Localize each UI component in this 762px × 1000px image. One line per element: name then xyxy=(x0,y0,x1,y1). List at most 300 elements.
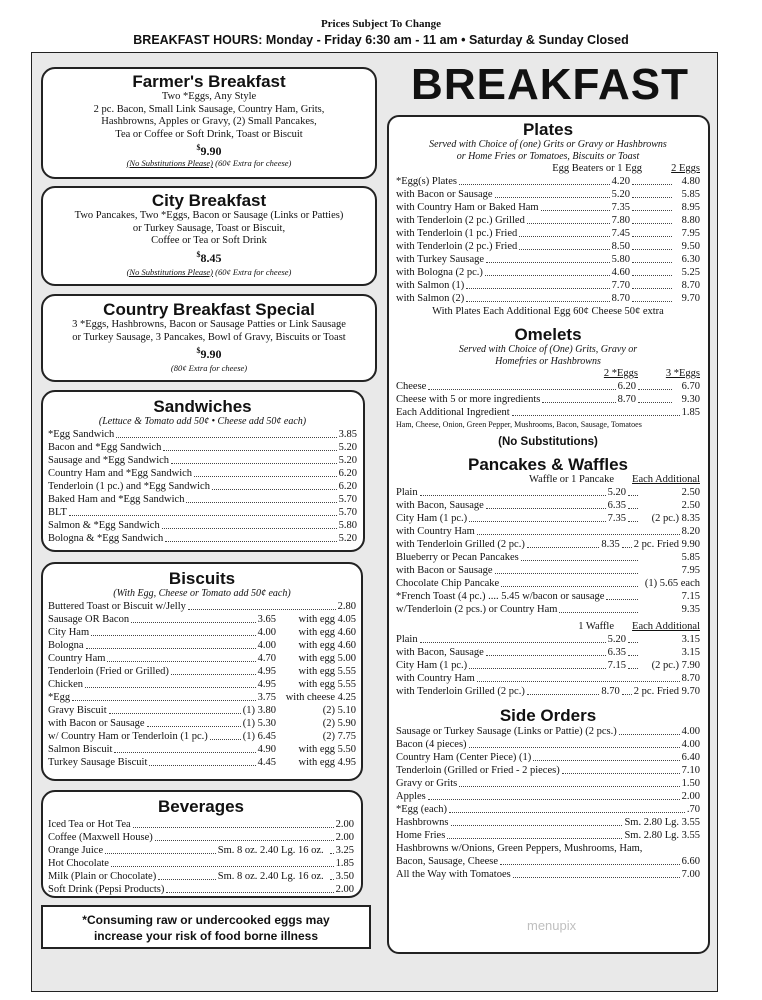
price-one: 7.15 xyxy=(607,660,626,671)
leader-dots xyxy=(559,612,638,613)
leader-dots xyxy=(428,389,615,390)
item-price: 4.45 xyxy=(257,757,276,768)
watermark: menupix xyxy=(527,918,577,933)
leader-dots xyxy=(638,389,672,390)
country-breakfast-title: Country Breakfast Special xyxy=(103,300,315,319)
leader-dots xyxy=(495,573,638,574)
omelets-title: Omelets xyxy=(514,325,582,344)
item-name: Bacon and *Egg Sandwich xyxy=(48,442,162,453)
price-two: 8.80 xyxy=(681,215,700,226)
plates-column-header xyxy=(396,163,700,175)
leader-dots xyxy=(628,668,638,669)
leader-dots xyxy=(155,840,334,841)
description-line: or Turkey Sausage, Toast or Biscuit, xyxy=(132,222,286,234)
leader-dots xyxy=(632,210,672,211)
leader-dots xyxy=(477,681,680,682)
item-name: with Bacon or Sausage xyxy=(48,718,145,729)
omelets-note: Homefries or Hashbrowns xyxy=(495,356,601,367)
price-two: 3.15 xyxy=(681,634,700,645)
price-one: 6.20 xyxy=(617,381,636,392)
leader-dots xyxy=(500,864,680,865)
menu-row xyxy=(396,816,700,829)
plates-note: or Home Fries or Tomatoes, Biscuits or Toast xyxy=(456,151,640,162)
item-price: 6.40 xyxy=(681,752,700,763)
country-breakfast-note: (80¢ Extra for cheese) xyxy=(170,363,248,373)
price-one: 5.20 xyxy=(607,634,626,645)
item-price: 4.95 xyxy=(257,679,276,690)
leader-dots xyxy=(466,301,609,302)
menu-row xyxy=(396,188,700,201)
sandwiches-title: Sandwiches xyxy=(153,397,252,416)
menu-row xyxy=(396,538,700,551)
right-menu-box xyxy=(387,115,710,954)
leader-dots xyxy=(105,853,216,854)
leader-dots xyxy=(542,402,615,403)
item-option: with egg 4.95 xyxy=(298,757,356,768)
menu-row xyxy=(48,743,356,756)
leader-dots xyxy=(133,827,334,828)
description-line: Tea or Coffee or Soft Drink, Toast or Biscuit xyxy=(115,128,303,140)
country-breakfast-price: $9.90 xyxy=(196,346,222,361)
menu-row xyxy=(396,633,700,646)
price-two: 9.35 xyxy=(681,604,700,615)
price-one: 7.35 xyxy=(607,513,626,524)
item-name: Salmon Biscuit xyxy=(48,744,113,755)
item-price: 7.10 xyxy=(681,765,700,776)
menu-row xyxy=(396,842,700,855)
beverages-list xyxy=(48,818,354,896)
price-one: 7.45 xyxy=(611,228,630,239)
leader-dots xyxy=(632,236,672,237)
omelets-column-header xyxy=(396,368,700,380)
leader-dots xyxy=(527,223,610,224)
pancakes-column-header xyxy=(396,474,700,486)
description-line: Coffee or Tea or Soft Drink xyxy=(151,235,267,246)
price-one: 8.70 xyxy=(681,673,700,684)
item-name: with Country Ham xyxy=(396,673,475,684)
description-line: or Turkey Sausage, 3 Pancakes, Bowl of Gravy, Biscuits or Toast xyxy=(72,331,346,343)
column-label: Each Additional xyxy=(632,474,700,485)
price-two: 5.85 xyxy=(681,552,700,563)
column-label: 2 Eggs xyxy=(671,163,700,174)
item-price: 4.90 xyxy=(257,744,276,755)
item-price: 7.00 xyxy=(681,869,700,880)
price-two: 5.85 xyxy=(681,189,700,200)
item-name: with Tenderloin (1 pc.) Fried xyxy=(396,228,518,239)
menu-row xyxy=(48,506,357,519)
item-price: 3.25 xyxy=(335,845,354,856)
item-option: with egg 5.55 xyxy=(298,679,356,690)
farmers-breakfast-price: $9.90 xyxy=(196,143,222,158)
beverages-box xyxy=(41,790,363,898)
price-one: 8.50 xyxy=(611,241,630,252)
item-name: *Egg Sandwich xyxy=(48,429,115,440)
item-name: Bologna & *Egg Sandwich xyxy=(48,533,164,544)
leader-dots xyxy=(210,739,241,740)
price-two: 7.95 xyxy=(681,565,700,576)
item-name: Apples xyxy=(396,791,426,802)
leader-dots xyxy=(519,249,609,250)
item-name: Plain xyxy=(396,634,418,645)
item-name: Country Ham and *Egg Sandwich xyxy=(48,468,193,479)
leader-dots xyxy=(501,586,638,587)
item-price: 4.00 xyxy=(257,640,276,651)
item-name: All the Way with Tomatoes xyxy=(396,869,511,880)
price-one: 5.20 xyxy=(611,189,630,200)
item-price: 6.20 xyxy=(338,481,357,492)
item-option: with egg 4.60 xyxy=(298,627,356,638)
leader-dots xyxy=(85,687,256,688)
beverages-title: Beverages xyxy=(157,797,244,816)
menu-row xyxy=(48,639,356,652)
item-price: Sm. 2.80 Lg. 3.55 xyxy=(624,817,700,828)
leader-dots xyxy=(628,508,638,509)
menu-row xyxy=(396,564,700,577)
item-name: Orange Juice xyxy=(48,845,104,856)
item-name: Chicken xyxy=(48,679,83,690)
price-one: 8.70 xyxy=(611,293,630,304)
leader-dots xyxy=(622,694,632,695)
menu-row xyxy=(396,803,700,816)
city-breakfast-price: $8.45 xyxy=(196,249,222,265)
price-two: (2 pc.) 8.35 xyxy=(651,513,700,524)
price-two: 3.15 xyxy=(681,647,700,658)
price-one: 5.20 xyxy=(607,487,626,498)
item-name: with Country Ham or Baked Ham xyxy=(396,202,539,213)
price-two: 8.70 xyxy=(681,280,700,291)
description-line: Two *Eggs, Any Style xyxy=(161,91,257,102)
item-name: Country Ham (Center Piece) (1) xyxy=(396,752,532,763)
description-line: 2 pc. Bacon, Small Link Sausage, Country Ham, Grits, xyxy=(93,103,325,115)
description-line: 3 *Eggs, Hashbrowns, Bacon or Sausage Patties or Link Sausage xyxy=(72,319,346,330)
item-name: Chocolate Chip Pancake xyxy=(396,578,500,589)
price-two: 2.50 xyxy=(681,487,700,498)
menu-row xyxy=(48,467,357,480)
item-option: with egg 5.00 xyxy=(298,653,356,664)
item-name: Soft Drink (Pepsi Products) xyxy=(48,884,165,895)
price-two: 9.70 xyxy=(681,293,700,304)
pancakes-title: Pancakes & Waffles xyxy=(468,455,628,474)
leader-dots xyxy=(131,622,256,623)
leader-dots xyxy=(632,288,672,289)
plates-footer: With Plates Each Additional Egg 60¢ Cheese 50¢ extra xyxy=(432,306,664,317)
leader-dots xyxy=(562,773,680,774)
price-two: 6.30 xyxy=(681,254,700,265)
leader-dots xyxy=(486,508,606,509)
menu-row xyxy=(396,393,700,406)
menu-row xyxy=(396,292,700,305)
price-two: (1) 5.65 each xyxy=(644,578,700,589)
price-two: 2 pc. Fried 9.90 xyxy=(633,539,700,550)
menu-row xyxy=(396,279,700,292)
item-name: Milk (Plain or Chocolate) xyxy=(48,871,157,882)
item-name: with Bacon or Sausage xyxy=(396,565,493,576)
item-option: with egg 4.60 xyxy=(298,640,356,651)
item-price: .70 xyxy=(686,804,700,815)
item-price: 2.00 xyxy=(681,791,700,802)
item-name: with Turkey Sausage xyxy=(396,254,485,265)
item-price: 3.75 xyxy=(257,692,276,703)
item-name: with Bacon, Sausage xyxy=(396,647,484,658)
side-orders-title: Side Orders xyxy=(499,706,597,725)
leader-dots xyxy=(628,495,638,496)
item-name: with Salmon (1) xyxy=(396,280,465,291)
menu-row xyxy=(48,678,356,691)
item-price: 5.70 xyxy=(338,507,357,518)
menu-row xyxy=(396,499,700,512)
menu-row xyxy=(48,613,356,626)
item-name: Baked Ham and *Egg Sandwich xyxy=(48,494,185,505)
sandwiches-box xyxy=(41,390,365,552)
leader-dots xyxy=(628,642,638,643)
price-one: 8.35 xyxy=(601,539,620,550)
menu-row xyxy=(396,551,700,564)
size-prices: Sm. 8 oz. 2.40 Lg. 16 oz. xyxy=(217,845,324,856)
menu-row xyxy=(48,691,356,704)
leader-dots xyxy=(486,262,610,263)
leader-dots xyxy=(72,700,255,701)
item-option: with cheese 4.25 xyxy=(285,692,356,703)
item-price: 5.20 xyxy=(338,442,357,453)
leader-dots xyxy=(632,184,672,185)
leader-dots xyxy=(188,609,336,610)
sandwiches-list xyxy=(48,428,357,545)
city-breakfast-description xyxy=(43,210,375,248)
column-label: Waffle or 1 Pancake xyxy=(529,474,614,485)
item-price: 5.70 xyxy=(338,494,357,505)
menu-row xyxy=(396,603,700,616)
item-price: 5.20 xyxy=(338,455,357,466)
leader-dots xyxy=(466,288,609,289)
price-one: 5.80 xyxy=(611,254,630,265)
menu-row xyxy=(396,175,700,188)
item-name: with Tenderloin (2 pc.) Fried xyxy=(396,241,518,252)
leader-dots xyxy=(606,599,638,600)
leader-dots xyxy=(541,210,610,211)
leader-dots xyxy=(469,668,605,669)
column-label: Egg Beaters or 1 Egg xyxy=(552,163,642,174)
item-name: Cheese xyxy=(396,381,427,392)
item-name: with Tenderloin Grilled (2 pc.) xyxy=(396,686,525,697)
menu-row xyxy=(396,646,700,659)
menu-row xyxy=(396,855,700,868)
item-name: Buttered Toast or Biscuit w/Jelly xyxy=(48,601,186,612)
leader-dots xyxy=(495,197,610,198)
menu-row xyxy=(48,844,354,857)
menu-row xyxy=(396,380,700,393)
price-two: 8.95 xyxy=(681,202,700,213)
price-one: 6.35 xyxy=(607,647,626,658)
item-name: *French Toast (4 pc.) .... 5.45 w/bacon or sausage xyxy=(396,591,605,602)
pancakes-list xyxy=(396,486,700,616)
item-price: 6.20 xyxy=(338,468,357,479)
menu-row xyxy=(396,868,700,881)
item-name: Tenderloin (Fried or Grilled) xyxy=(48,666,169,677)
item-name: Each Additional Ingredient xyxy=(396,407,510,418)
omelets-list xyxy=(396,380,700,406)
leader-dots xyxy=(420,642,606,643)
item-name: with Salmon (2) xyxy=(396,293,465,304)
country-breakfast-box xyxy=(41,294,377,382)
item-name: with Tenderloin (2 pc.) Grilled xyxy=(396,215,525,226)
menu-row xyxy=(48,428,357,441)
item-option: (2) 5.90 xyxy=(322,718,356,729)
menu-row xyxy=(396,266,700,279)
description-line: Hashbrowns, Apples or Gravy, (2) Small Pancakes, xyxy=(101,116,317,127)
item-name: *Egg(s) Plates xyxy=(396,176,457,187)
leader-dots xyxy=(519,236,609,237)
price-two: 7.95 xyxy=(681,228,700,239)
item-option: (2) 5.10 xyxy=(322,705,356,716)
item-price: Sm. 2.80 Lg. 3.55 xyxy=(624,830,700,841)
item-price: 4.70 xyxy=(257,653,276,664)
item-name: with Bacon or Sausage xyxy=(396,189,493,200)
item-name: *Egg (each) xyxy=(396,804,448,815)
item-name: City Ham (1 pc.) xyxy=(396,513,468,524)
item-option: with egg 5.55 xyxy=(298,666,356,677)
item-name: Bacon (4 pieces) xyxy=(396,739,467,750)
price-one: 4.60 xyxy=(611,267,630,278)
waffles-list xyxy=(396,633,700,698)
leader-dots xyxy=(171,463,337,464)
plates-title: Plates xyxy=(522,120,574,139)
item-name: City Ham (1 pc.) xyxy=(396,660,468,671)
menu-row xyxy=(48,493,357,506)
leader-dots xyxy=(521,560,638,561)
item-name: with Country Ham xyxy=(396,526,475,537)
leader-dots xyxy=(469,521,605,522)
menu-row xyxy=(396,777,700,790)
item-price: 4.00 xyxy=(257,627,276,638)
menu-row xyxy=(396,790,700,803)
leader-dots xyxy=(111,866,334,867)
column-label: 1 Waffle xyxy=(578,621,614,632)
page-title: BREAKFAST xyxy=(411,60,689,109)
price-two: 7.15 xyxy=(681,591,700,602)
omelets-note: Served with Choice of (One) Grits, Gravy or xyxy=(458,344,638,355)
leader-dots xyxy=(632,275,672,276)
item-price: 1.85 xyxy=(335,858,354,869)
item-price: 6.60 xyxy=(681,856,700,867)
item-name: Cheese with 5 or more ingredients xyxy=(396,394,541,405)
menu-row xyxy=(396,214,700,227)
price-one: 8.70 xyxy=(601,686,620,697)
price-one: 7.35 xyxy=(611,202,630,213)
item-name: Gravy or Grits xyxy=(396,778,458,789)
item-option: (2) 7.75 xyxy=(322,731,356,742)
menu-row xyxy=(48,717,356,730)
menu-row xyxy=(396,751,700,764)
menu-row xyxy=(48,532,357,545)
leader-dots xyxy=(459,184,610,185)
menu-row xyxy=(48,519,357,532)
price-one: 7.80 xyxy=(611,215,630,226)
menu-row xyxy=(396,659,700,672)
menu-row xyxy=(396,685,700,698)
leader-dots xyxy=(486,655,606,656)
item-name: Plain xyxy=(396,487,418,498)
menu-row xyxy=(48,441,357,454)
item-name: *Egg xyxy=(48,692,71,703)
menu-row xyxy=(396,725,700,738)
menu-row xyxy=(396,829,700,842)
omelet-ingredients: Ham, Cheese, Onion, Green Pepper, Mushrooms, Bacon, Sausage, Tomatoes xyxy=(396,420,642,429)
leader-dots xyxy=(212,489,337,490)
leader-dots xyxy=(166,892,333,893)
item-name: Sausage or Turkey Sausage (Links or Pattie) (2 pcs.) xyxy=(396,726,617,737)
item-name: w/ Country Ham or Tenderloin (1 pc.) xyxy=(48,731,208,742)
column-label: 2 *Eggs xyxy=(603,368,638,379)
item-price: 2.00 xyxy=(335,832,354,843)
biscuits-title: Biscuits xyxy=(168,569,236,588)
menu-row xyxy=(396,525,700,538)
leader-dots xyxy=(86,648,256,649)
menu-row xyxy=(48,704,356,717)
leader-dots xyxy=(459,786,679,787)
menu-row xyxy=(48,883,354,896)
leader-dots xyxy=(632,197,672,198)
leader-dots xyxy=(485,275,610,276)
raw-egg-warning xyxy=(41,905,371,949)
leader-dots xyxy=(638,402,672,403)
item-name: Bacon, Sausage, Cheese xyxy=(396,856,499,867)
menu-row xyxy=(396,512,700,525)
leader-dots xyxy=(420,495,606,496)
no-substitutions: (No Substitutions) xyxy=(498,436,598,448)
price-two: 5.25 xyxy=(681,267,700,278)
leader-dots xyxy=(632,249,672,250)
menu-row xyxy=(48,831,354,844)
menu-row xyxy=(396,253,700,266)
city-breakfast-note: (No Substitutions Please) (60¢ Extra for cheese) xyxy=(126,266,292,277)
leader-dots xyxy=(147,726,241,727)
price-two: (2 pc.) 7.90 xyxy=(651,660,700,671)
item-name: with Bacon, Sausage xyxy=(396,500,484,511)
biscuits-note: (With Egg, Cheese or Tomato add 50¢ each) xyxy=(113,588,291,599)
country-breakfast-description xyxy=(43,319,375,344)
leader-dots xyxy=(158,879,216,880)
leader-dots xyxy=(512,415,680,416)
farmers-breakfast-note: (No Substitutions Please) (60¢ Extra for cheese) xyxy=(126,158,292,168)
leader-dots xyxy=(447,838,622,839)
item-price: 5.20 xyxy=(338,533,357,544)
city-breakfast-box xyxy=(41,186,377,286)
leader-dots xyxy=(451,825,623,826)
menu-row xyxy=(48,756,356,769)
item-name: with Bologna (2 pc.) xyxy=(396,267,483,278)
item-name: Coffee (Maxwell House) xyxy=(48,832,153,843)
leader-dots xyxy=(449,812,685,813)
item-name: Tenderloin (Grilled or Fried - 2 pieces) xyxy=(396,765,560,776)
price-one: 6.35 xyxy=(607,500,626,511)
item-name: Sausage and *Egg Sandwich xyxy=(48,455,170,466)
menu-row xyxy=(396,201,700,214)
leader-dots xyxy=(116,437,336,438)
leader-dots xyxy=(469,747,680,748)
column-label: Each Additional xyxy=(632,621,700,632)
price-one: 7.70 xyxy=(611,280,630,291)
item-price: 5.80 xyxy=(338,520,357,531)
leader-dots xyxy=(527,694,600,695)
leader-dots xyxy=(171,674,256,675)
leader-dots xyxy=(527,547,600,548)
breakfast-hours: BREAKFAST HOURS: Monday - Friday 6:30 am - 11 am • Saturday & Sunday Closed xyxy=(133,33,629,47)
leader-dots xyxy=(477,534,680,535)
item-price: 4.00 xyxy=(681,739,700,750)
price-two: 6.70 xyxy=(681,381,700,392)
item-price: 1.50 xyxy=(681,778,700,789)
price-two: 9.30 xyxy=(681,394,700,405)
